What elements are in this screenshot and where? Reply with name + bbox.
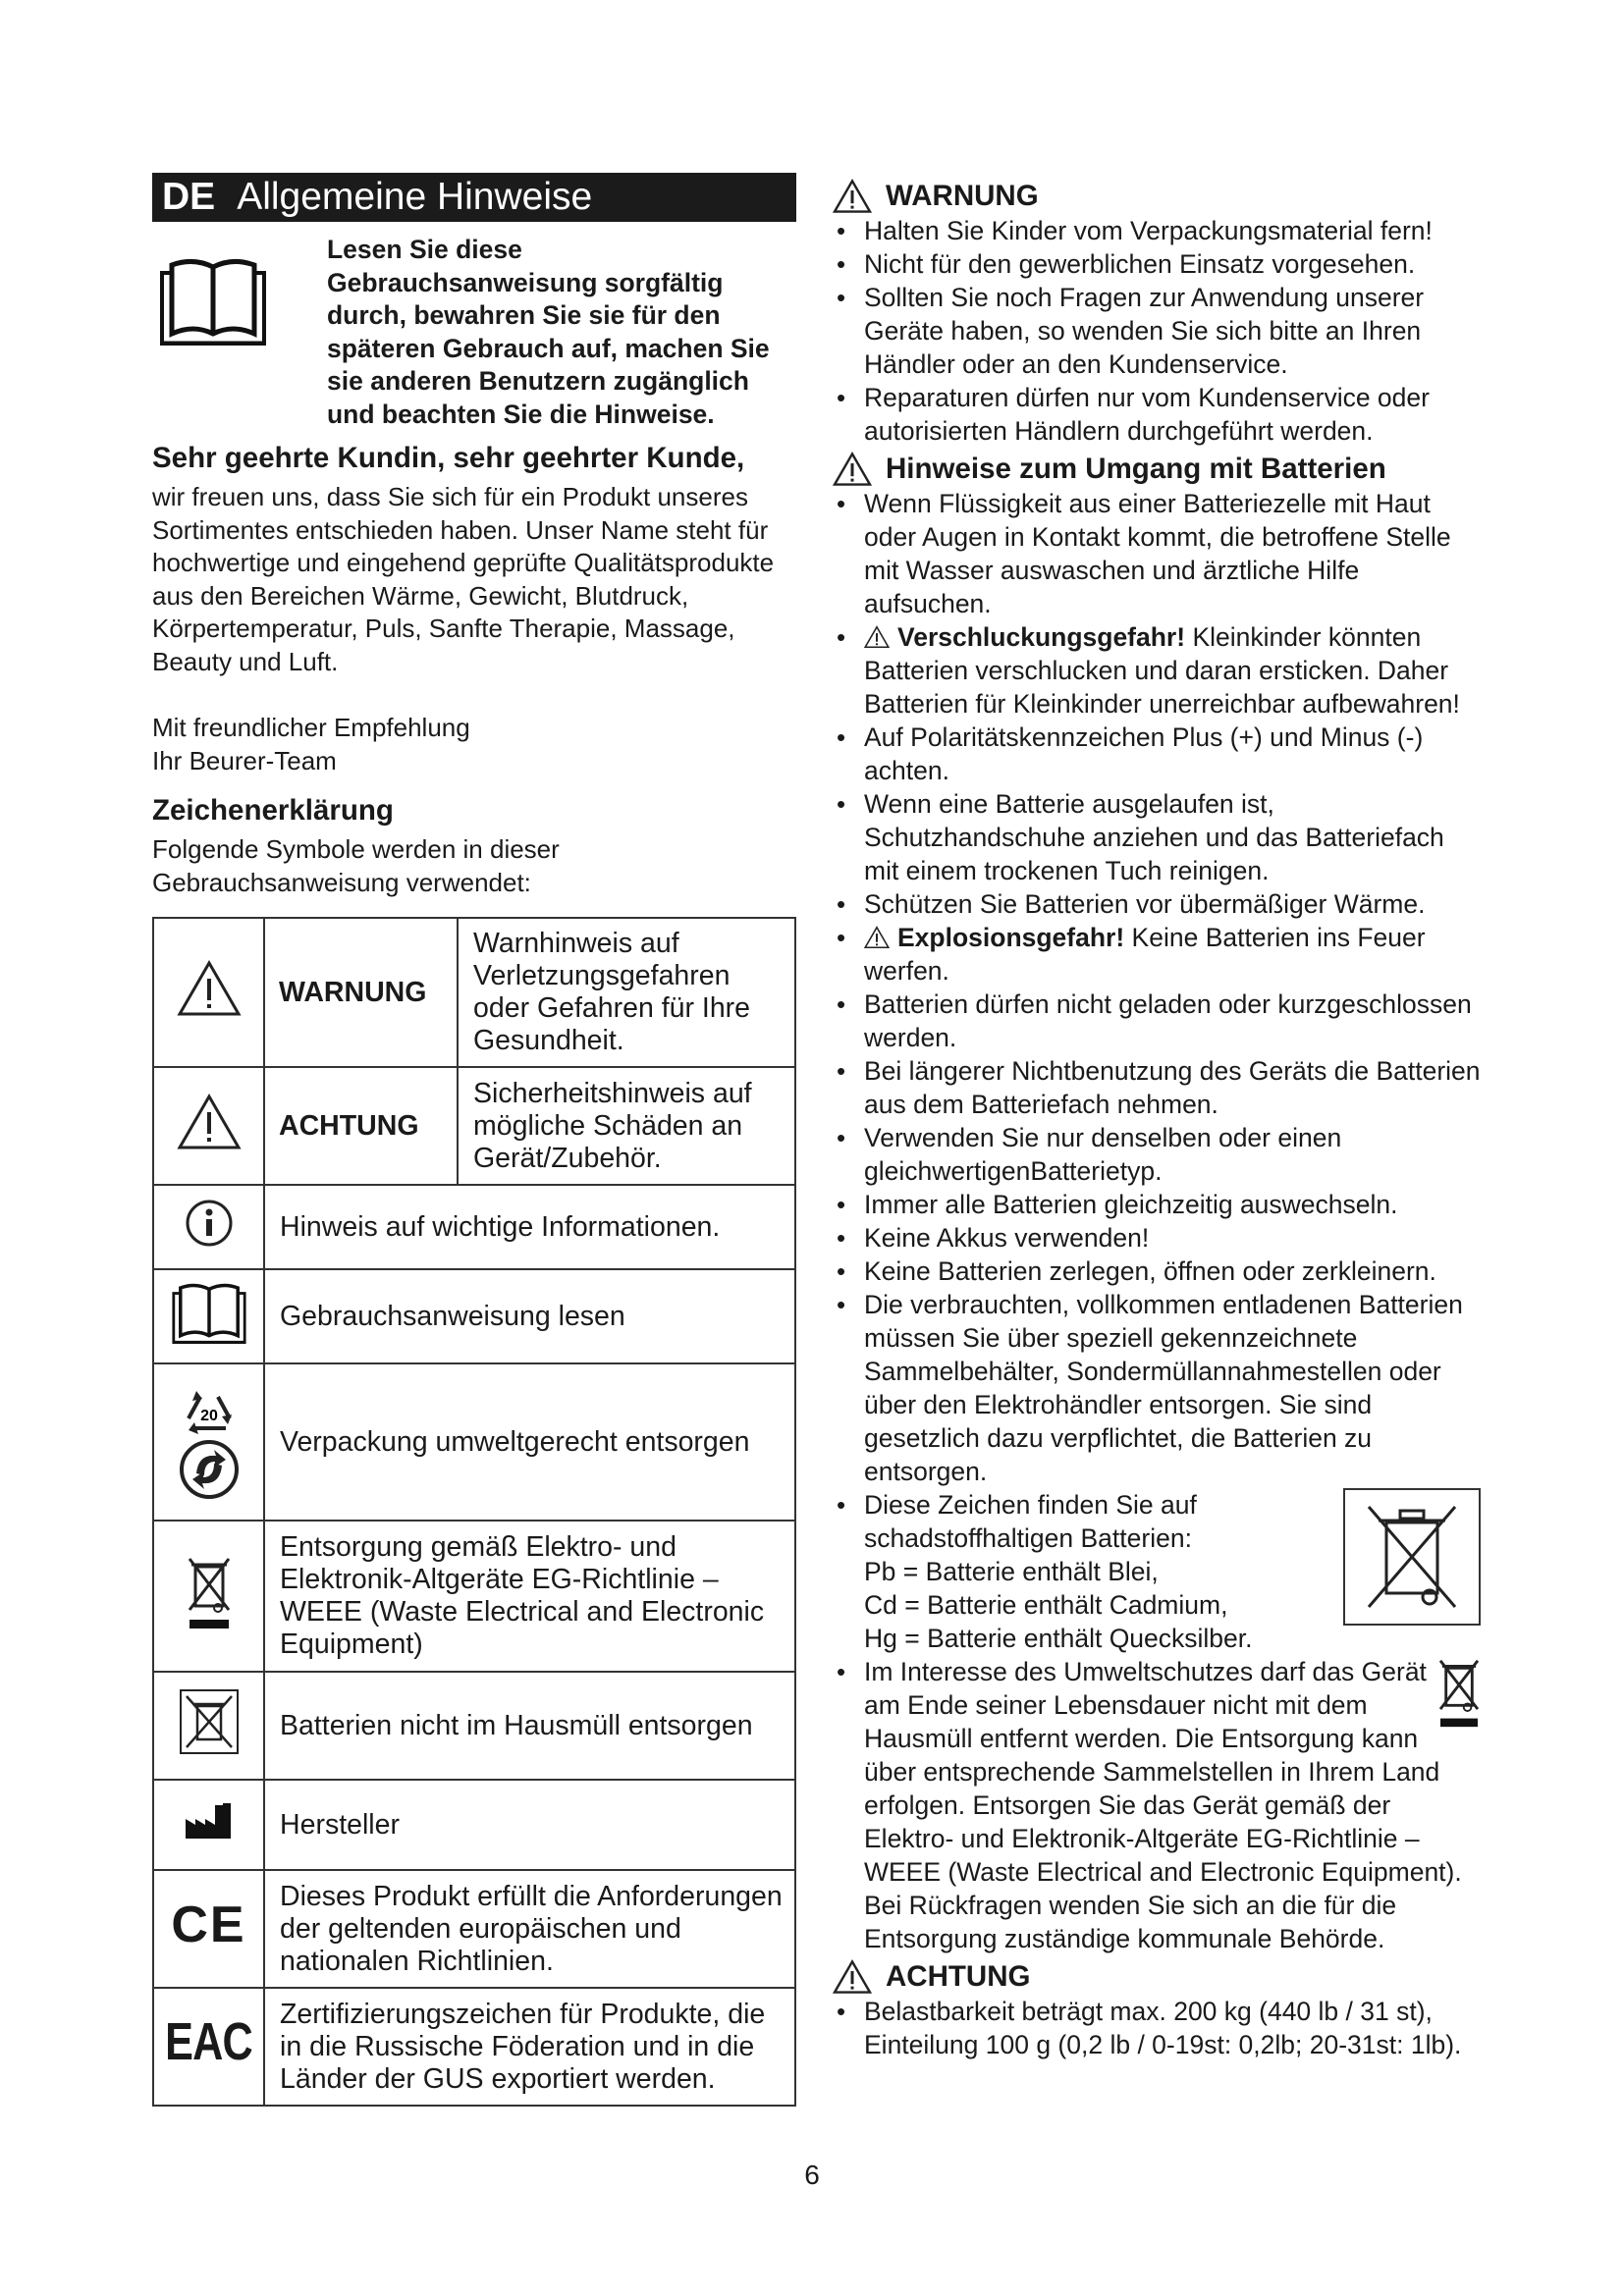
list-item: • Reparaturen dürfen nur vom Kundenservice oder autorisierten Händlern durchgeführt werden. bbox=[833, 381, 1481, 448]
symbol-desc: Zertifizierungszeichen für Produkte, die in die Russische Föderation und in die Länder der GUS exportiert werden. bbox=[264, 1988, 795, 2106]
list-item: • Keine Akkus verwenden! bbox=[833, 1221, 1481, 1255]
weee-bin-icon bbox=[1437, 1655, 1481, 1737]
symbol-desc: Gebrauchsanweisung lesen bbox=[264, 1269, 795, 1363]
battery-bin-icon bbox=[153, 1672, 264, 1780]
book-icon bbox=[152, 234, 307, 431]
table-row bbox=[153, 1521, 795, 1672]
symbol-label: WARNUNG bbox=[264, 918, 458, 1067]
symbol-desc: Sicherheitshinweis auf mögliche Schäden an Gerät/Zubehör. bbox=[458, 1067, 795, 1185]
recycle-icon bbox=[153, 1363, 264, 1521]
greeting-title: Sehr geehrte Kundin, sehr geehrter Kunde, bbox=[152, 442, 745, 474]
table-row bbox=[153, 1269, 795, 1363]
list-item: • Wenn eine Batterie ausgelaufen ist, Schutzhandschuhe anziehen und das Batteriefach mit einem trockenen Tuch reinigen. bbox=[833, 787, 1481, 887]
symbols-title: Zeichenerklärung bbox=[152, 794, 394, 827]
batteries-title: Hinweise zum Umgang mit Batterien bbox=[886, 453, 1386, 485]
manufacturer-icon bbox=[153, 1780, 264, 1870]
table-row bbox=[153, 1672, 795, 1780]
list-item: • Halten Sie Kinder vom Verpackungsmaterial fern! bbox=[833, 214, 1481, 247]
weee-bin-icon bbox=[153, 1521, 264, 1672]
list-item: • Keine Batterien zerlegen, öffnen oder zerkleinern. bbox=[833, 1255, 1481, 1288]
table-row bbox=[153, 1067, 795, 1185]
warnung-heading bbox=[833, 179, 1481, 214]
table-row bbox=[153, 1780, 795, 1870]
warning-triangle-icon bbox=[153, 918, 264, 1067]
list-item: • Verschluckungsgefahr! Kleinkinder könnten Batterien verschlucken und daran ersticken. Daher Batterien für Kleinkinder unerreichbar aufbewahren! bbox=[833, 620, 1481, 721]
batteries-heading bbox=[833, 452, 1481, 487]
list-item: • Schützen Sie Batterien vor übermäßiger Wärme. bbox=[833, 887, 1481, 921]
recycle-code: 20 bbox=[199, 1408, 218, 1424]
warning-triangle-icon bbox=[153, 1067, 264, 1185]
info-icon bbox=[153, 1185, 264, 1269]
warning-triangle-icon bbox=[833, 452, 872, 487]
intro-bold-text: Lesen Sie diese Gebrauchsanweisung sorgfältig durch, bewahren Sie sie für den späteren Gebrauch auf, machen Sie sie anderen Benutzern zugänglich und beachten Sie die Hinweise. bbox=[327, 235, 770, 429]
symbol-desc: Dieses Produkt erfüllt die Anforderungen der geltenden europäischen und nationalen Richtlinien. bbox=[264, 1870, 795, 1988]
language-code: DE bbox=[162, 176, 216, 218]
list-item: • Die verbrauchten, vollkommen entladenen Batterien müssen Sie über speziell gekennzeichnete Sammelbehälter, Sondermüllannahmestellen oder über den Elektrohändler entsorgen. Sie sind gesetzlich dazu verpflichtet, die Batterien zu entsorgen. bbox=[833, 1288, 1481, 1488]
symbol-desc: Batterien nicht im Hausmüll entsorgen bbox=[264, 1672, 795, 1780]
list-item: • Verwenden Sie nur denselben oder einen gleichwertigenBatterietyp. bbox=[833, 1121, 1481, 1188]
symbol-desc: Hinweis auf wichtige Informationen. bbox=[264, 1185, 795, 1269]
table-row bbox=[153, 1185, 795, 1269]
symbol-desc: Verpackung umweltgerecht entsorgen bbox=[264, 1363, 795, 1521]
list-item: • Sollten Sie noch Fragen zur Anwendung unserer Geräte haben, so wenden Sie sich bitte an Ihren Händler oder an den Kundenservice. bbox=[833, 281, 1481, 381]
warning-triangle-icon bbox=[833, 1959, 872, 1995]
table-row bbox=[153, 1363, 795, 1521]
intro-block bbox=[152, 234, 796, 431]
list-item: • Wenn Flüssigkeit aus einer Batteriezelle mit Haut oder Augen in Kontakt kommt, die betroffene Stelle mit Wasser auswaschen und ärztliche Hilfe aufsuchen. bbox=[833, 487, 1481, 620]
list-item: • Bei längerer Nichtbenutzung des Geräts die Batterien aus dem Batteriefach nehmen. bbox=[833, 1054, 1481, 1121]
list-item: • Auf Polaritätskennzeichen Plus (+) und Minus (-) achten. bbox=[833, 721, 1481, 787]
page-number: 6 bbox=[804, 2160, 820, 2190]
right-column bbox=[833, 179, 1481, 2061]
achtung-title: ACHTUNG bbox=[886, 1960, 1031, 1993]
symbol-desc: Hersteller bbox=[264, 1780, 795, 1870]
table-row bbox=[153, 918, 795, 1067]
warnung-title: WARNUNG bbox=[886, 180, 1039, 212]
list-item: • Explosionsgefahr! Keine Batterien ins Feuer werfen. bbox=[833, 921, 1481, 988]
left-column bbox=[152, 173, 796, 2107]
list-item: • Batterien dürfen nicht geladen oder kurzgeschlossen werden. bbox=[833, 988, 1481, 1054]
achtung-heading bbox=[833, 1959, 1481, 1995]
warning-triangle-icon bbox=[864, 625, 890, 649]
symbols-intro: Folgende Symbole werden in dieser Gebrauchsanweisung verwendet: bbox=[152, 834, 560, 897]
list-item: • Diese Zeichen finden Sie auf schadstoffhaltigen Batterien: Pb = Batterie enthält Blei, Cd = Batterie enthält Cadmium, Hg = Batterie enthält Quecksilber. bbox=[833, 1488, 1481, 1655]
eac-mark-icon: EAC bbox=[153, 1988, 264, 2106]
list-item: • Belastbarkeit beträgt max. 200 kg (440 lb / 31 st), Einteilung 100 g (0,2 lb / 0-19st: 0,2lb; 20-31st: 1lb). bbox=[833, 1995, 1481, 2061]
symbol-desc: Warnhinweis auf Verletzungsgefahren oder Gefahren für Ihre Gesundheit. bbox=[458, 918, 795, 1067]
achtung-list bbox=[833, 1995, 1481, 2061]
symbol-desc: Entsorgung gemäß Elektro- und Elektronik-Altgeräte EG-Richtlinie – WEEE (Waste Electrical and Electronic Equipment) bbox=[264, 1521, 795, 1672]
closing-line-1: Mit freundlicher Empfehlung bbox=[152, 713, 470, 742]
symbol-label: ACHTUNG bbox=[264, 1067, 458, 1185]
closing-line-2: Ihr Beurer-Team bbox=[152, 745, 337, 775]
symbols-table bbox=[152, 917, 796, 2107]
table-row bbox=[153, 1870, 795, 1988]
list-item: • Immer alle Batterien gleichzeitig auswechseln. bbox=[833, 1188, 1481, 1221]
list-item: • Nicht für den gewerblichen Einsatz vorgesehen. bbox=[833, 247, 1481, 281]
batteries-list bbox=[833, 487, 1481, 1955]
section-header bbox=[152, 173, 796, 222]
ce-mark-icon: CE bbox=[153, 1870, 264, 1988]
greeting-body: wir freuen uns, dass Sie sich für ein Produkt unseres Sortimentes entschieden haben. Unser Name steht für hochwertige und eingehend geprüfte Qualitätsprodukte aus den Bereichen Wärme, Gewicht, Blutdruck, Körpertemperatur, Puls, Sanfte Therapie, Massage, Beauty und Luft. bbox=[152, 482, 775, 676]
list-item: • Im Interesse des Umweltschutzes darf das Gerät am Ende seiner Lebensdauer nicht mit dem Hausmüll entfernt werden. Die Entsorgung kann über entsprechende Sammelstellen in Ihrem Land erfolgen. Entsorgen Sie das Gerät gemäß der Elektro- und Elektronik-Altgeräte EG-Richtlinie – WEEE (Waste Electrical and Electronic Equipment). Bei Rückfragen wenden Sie sich an die für die Entsorgung zuständige kommunale Behörde. bbox=[833, 1655, 1481, 1955]
warning-triangle-icon bbox=[833, 179, 872, 214]
book-icon bbox=[153, 1269, 264, 1363]
weee-bin-icon bbox=[1343, 1488, 1481, 1626]
table-row bbox=[153, 1988, 795, 2106]
section-title: Allgemeine Hinweise bbox=[237, 176, 593, 218]
warnung-list bbox=[833, 214, 1481, 448]
warning-triangle-icon bbox=[864, 926, 890, 949]
